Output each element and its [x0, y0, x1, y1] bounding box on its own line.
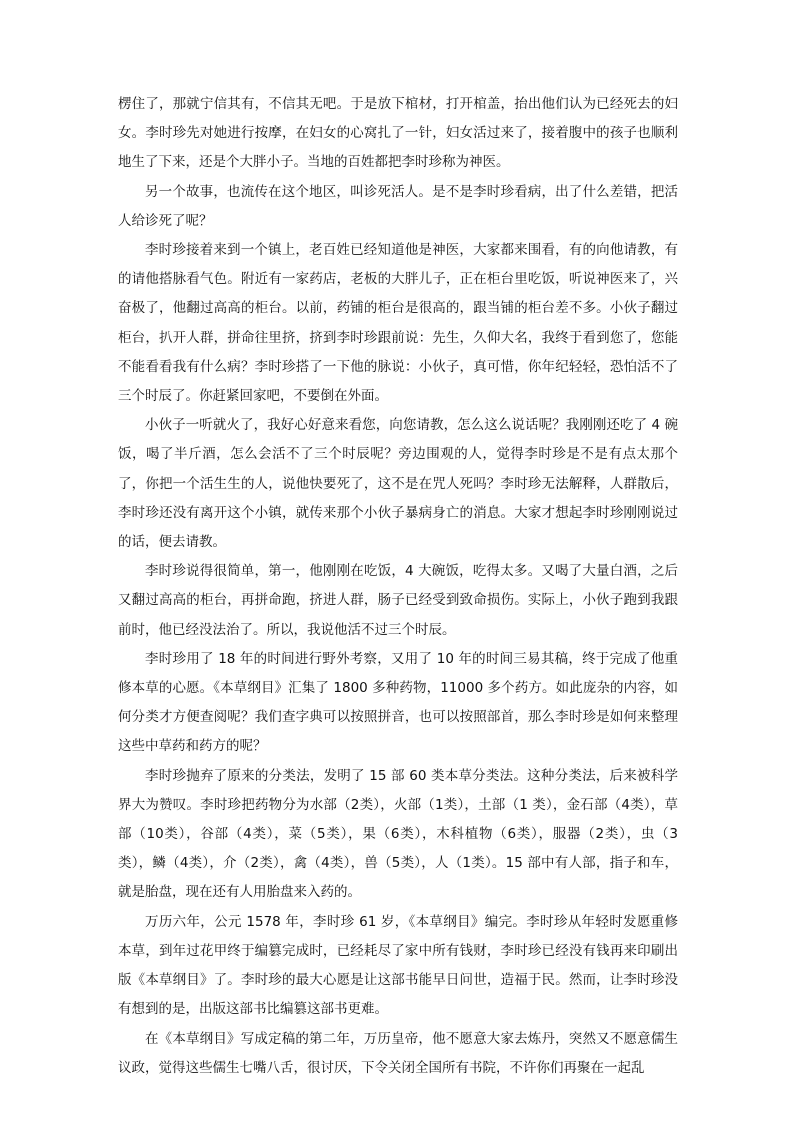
- paragraph-6: 李时珍用了 18 年的时间进行野外考察，又用了 10 年的时间三易其稿，终于完成了他重修本草的心愿。《本草纲目》汇集了 1800 多种药物，11000 多个药方。如此庞杂的内容，如何分类才方便查阅呢？我们查字典可以按照拼音，也可以按照部首，那么李时珍是如何来整理这些中草药和药方的呢？: [118, 650, 678, 755]
- paragraph-5: 李时珍说得很简单，第一，他刚刚在吃饭，4 大碗饭，吃得太多。又喝了大量白酒，之后又翻过高高的柜台，再拼命跑，挤进人群，肠子已经受到致命损伤。实际上，小伙子跑到我跟前时，他已经没法治了。所以，我说他活不过三个时辰。: [118, 563, 678, 638]
- paragraph-8: 万历六年，公元 1578 年，李时珍 61 岁，《本草纲目》编完。李时珍从年轻时发愿重修本草，到年过花甲终于编篡完成时，已经耗尽了家中所有钱财，李时珍已经没有钱再来印刷出版《本草纲目》了。李时珍的最大心愿是让这部书能早日问世，造福于民。然而，让李时珍没有想到的是，出版这部书比编篡这部书更难。: [118, 913, 678, 1018]
- paragraph-4: 小伙子一听就火了，我好心好意来看您，向您请教，怎么这么说话呢？我刚刚还吃了 4 碗饭，喝了半斤酒，怎么会活不了三个时辰呢？旁边围观的人，觉得李时珍是不是有点太那个了，你把一个活生生的人，说他快要死了，这不是在咒人死吗？李时珍无法解释，人群散后，李时珍还没有离开这个小镇，就传来那个小伙子暴病身亡的消息。大家才想起李时珍刚刚说过的话，便去请教。: [118, 417, 678, 551]
- paragraph-3: 李时珍接着来到一个镇上，老百姓已经知道他是神医，大家都来围看，有的向他请教，有的请他搭脉看气色。附近有一家药店，老板的大胖儿子，正在柜台里吃饭，听说神医来了，兴奋极了，他翻过高高的柜台。以前，药铺的柜台是很高的，跟当铺的柜台差不多。小伙子翻过柜台，扒开人群，拼命往里挤，挤到李时珍跟前说：先生，久仰大名，我终于看到您了，您能不能看看我有什么病？李时珍搭了一下他的脉说：小伙子，真可惜，你年纪轻轻，恐怕活不了三个时辰了。你赶紧回家吧，不要倒在外面。: [118, 242, 678, 405]
- paragraph-2: 另一个故事，也流传在这个地区，叫诊死活人。是不是李时珍看病，出了什么差错，把活人给诊死了呢？: [118, 183, 678, 229]
- document-body: [118, 90, 678, 1083]
- paragraph-1: 楞住了，那就宁信其有，不信其无吧。于是放下棺材，打开棺盖，抬出他们认为已经死去的妇女。李时珍先对她进行按摩，在妇女的心窝扎了一针，妇女活过来了，接着腹中的孩子也顺利地生了下来，还是个大胖小子。当地的百姓都把李时珍称为神医。: [118, 96, 678, 171]
- paragraph-9: 在《本草纲目》写成定稿的第二年，万历皇帝，他不愿意大家去炼丹，突然又不愿意儒生议政，觉得这些儒生七嘴八舌，很讨厌，下令关闭全国所有书院，不许你们再聚在一起乱: [118, 1030, 678, 1076]
- paragraph-7: 李时珍抛弃了原来的分类法，发明了 15 部 60 类本草分类法。这种分类法，后来被科学界大为赞叹。李时珍把药物分为水部（2类），火部（1类），土部（1 类），金石部（4类），草部（10类），谷部（4类），菜（5类），果（6类），木科植物（6类），服器（2类），虫（3类），鳞（4类），介（2类），禽（4类），兽（5类），人（1类）。15 部中有人部，指子和车，就是胎盘，现在还有人用胎盘来入药的。: [118, 767, 678, 901]
